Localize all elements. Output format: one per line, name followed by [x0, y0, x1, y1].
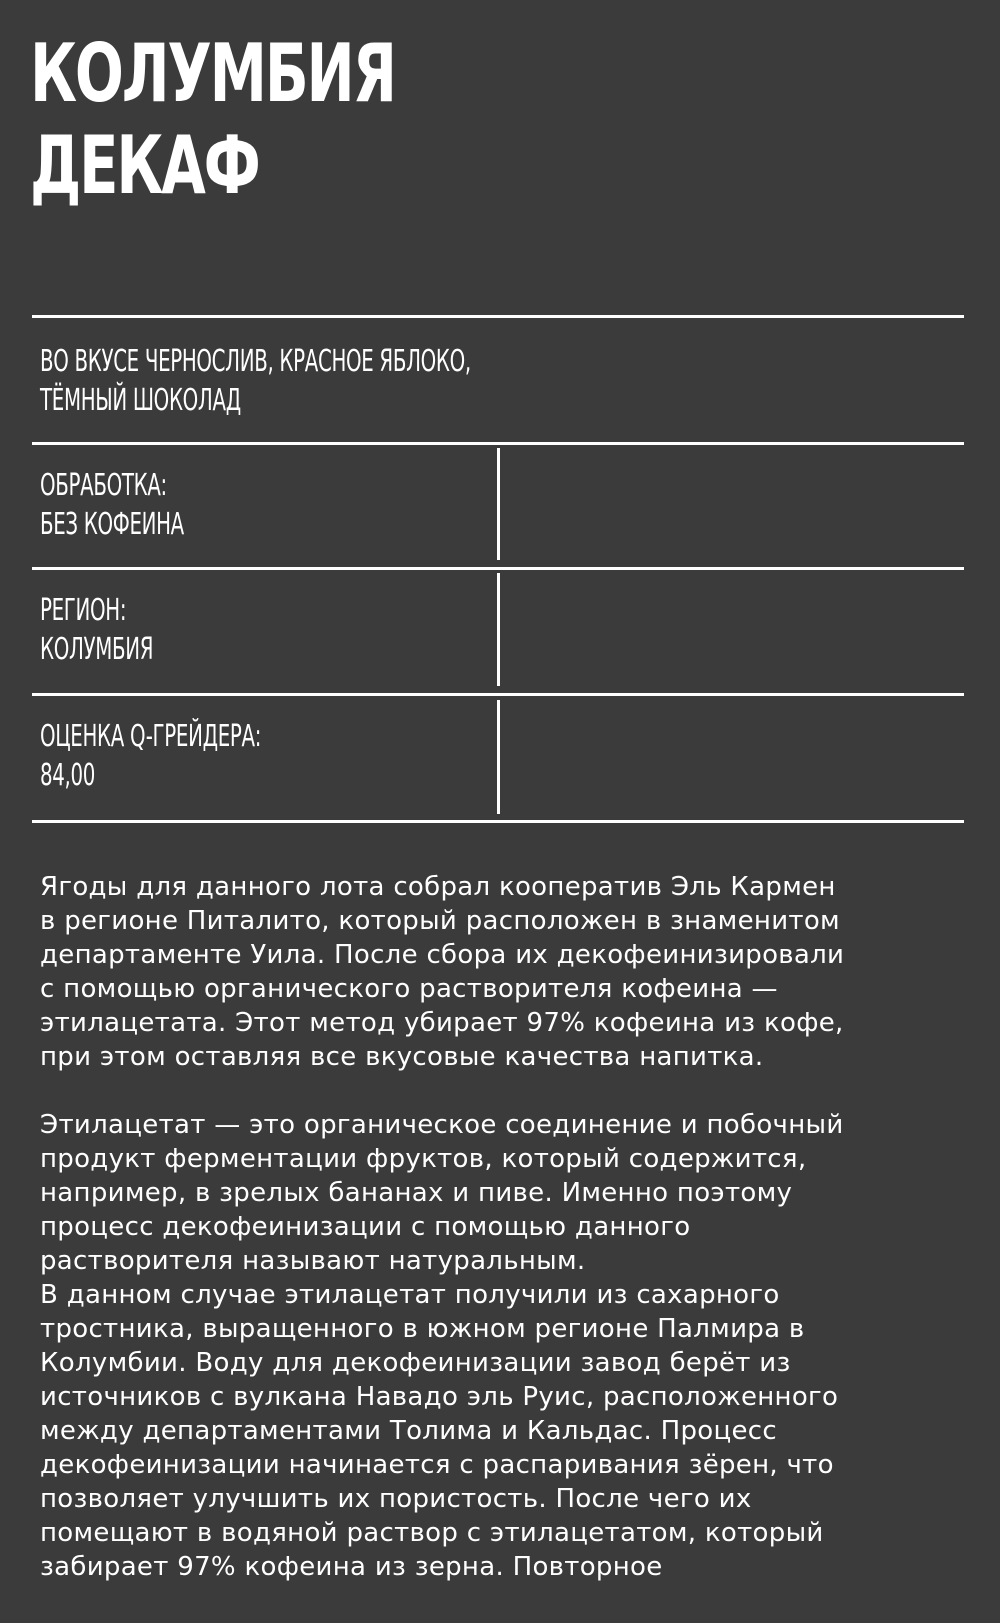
flavor-notes-line-2: ТЁМНЫЙ ШОКОЛАД [40, 383, 241, 418]
description-paragraph-2: Этилацетат — это органическое соединение и побочный продукт ферментации фруктов, который содержится, например, в зрелых бананах и пиве. Именно поэтому процесс декофеинизации с помощью данного растворителя называют натуральным. [40, 1110, 844, 1276]
description-paragraph-1: Ягоды для данного лота собрал кооператив Эль Кармен в регионе Питалито, который расположен в знаменитом департаменте Уила. После сбора их декофеинизировали с помощью органического растворителя кофеина — этилацетата. Этот метод убирает 97% кофеина из кофе, при этом оставляя все вкусовые качества напитка. [40, 872, 845, 1072]
divider-spec-2 [32, 693, 964, 696]
product-title-line-2: ДЕКАФ [30, 119, 259, 212]
spec-divider-vertical [497, 700, 500, 814]
spec-processing-value: БЕЗ КОФЕИНА [40, 507, 184, 542]
flavor-notes-line-1: ВО ВКУСЕ ЧЕРНОСЛИВ, КРАСНОЕ ЯБЛОКО, [40, 344, 471, 379]
spec-processing [40, 466, 184, 544]
divider-spec-1 [32, 567, 964, 570]
spec-q-grade-label: ОЦЕНКА Q-ГРЕЙДЕРА: [40, 719, 262, 754]
product-title-line-1: КОЛУМБИЯ [30, 27, 395, 120]
spec-processing-label: ОБРАБОТКА: [40, 468, 167, 503]
spec-region-value: КОЛУМБИЯ [40, 632, 154, 667]
product-description [40, 870, 970, 1584]
spec-divider-vertical [497, 573, 500, 686]
spec-region [40, 591, 153, 669]
spec-q-grade [40, 717, 261, 795]
paragraph-spacer [40, 1074, 970, 1108]
product-title [30, 28, 395, 212]
description-paragraph-3: В данном случае этилацетат получили из сахарного тростника, выращенного в южном регионе Палмира в Колумбии. Воду для декофеинизации завод берёт из источников с вулкана Навадо эль Руис, расположенного между департаментами Толима и Кальдас. Процесс декофеинизации начинается с распаривания зёрен, что позволяет улучшить их пористость. После чего их помещают в водяной раствор с этилацетатом, который забирает 97% кофеина из зерна. Повторное [40, 1280, 839, 1582]
divider-flavor [32, 442, 964, 445]
divider-top [32, 315, 964, 318]
spec-region-label: РЕГИОН: [40, 593, 127, 628]
flavor-notes [40, 342, 471, 420]
spec-divider-vertical [497, 448, 500, 560]
spec-q-grade-value: 84,00 [40, 758, 96, 793]
divider-bottom [32, 820, 964, 823]
